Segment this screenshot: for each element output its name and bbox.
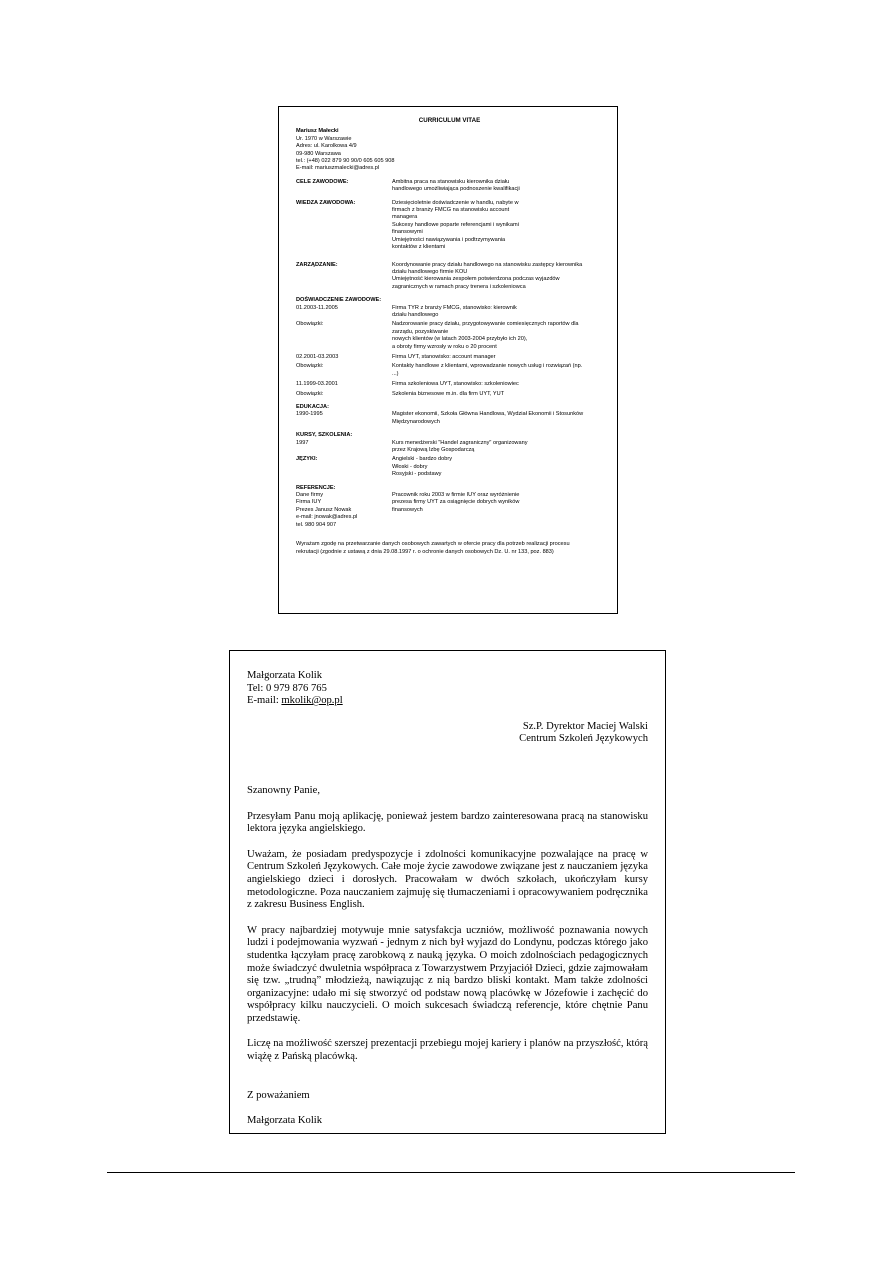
cv-document <box>278 106 618 614</box>
cv-line: Firma szkoleniowa UYT, stanowisko: szkoleniowiec <box>392 381 519 388</box>
cv-duties-label: Obowiązki: <box>296 390 324 397</box>
sender-email-link[interactable]: mkolik@op.pl <box>281 695 343 707</box>
cv-line: prezesa firmy UYT za osiągnięcie dobrych wyników <box>392 499 520 506</box>
cv-duties-entry <box>296 363 603 378</box>
sender-phone: Tel: 0 979 876 765 <box>247 682 327 694</box>
footer-divider <box>107 1172 795 1173</box>
cv-goals-label: CELE ZAWODOWE: <box>296 178 349 185</box>
cv-line: Firma UYT, stanowisko: account manager <box>392 353 496 360</box>
cv-duties-entry <box>296 391 603 398</box>
cv-line: przez Krajową Izbę Gospodarczą <box>392 447 475 454</box>
letter-signature: Małgorzata Kolik <box>247 1115 323 1127</box>
cv-management-label: ZARZĄDZANIE: <box>296 261 338 268</box>
cv-references-label: REFERENCJE: <box>296 484 336 491</box>
cv-line: ...) <box>392 370 399 377</box>
cv-line: Włoski - dobry <box>392 463 428 470</box>
cv-address-line-2: 09-980 Warszawa <box>296 150 341 157</box>
cv-duties-label: Obowiązki: <box>296 363 324 370</box>
cv-line: Dziesięcioletnie doświadczenie w handlu, nabyte w <box>392 199 519 206</box>
cv-line: Szkolenia biznesowe m.in. dla firm UYT, YUT <box>392 390 505 397</box>
cv-knowledge-label: WIEDZA ZAWODOWA: <box>296 199 356 206</box>
cv-line: Magister ekonomii, Szkoła Główna Handlowa, Wydział Ekonomii i Stosunków <box>392 411 584 418</box>
cv-line: Koordynowanie pracy działu handlowego na stanowisku zastępcy kierownika <box>392 261 583 268</box>
cv-courses-label: KURSY, SZKOLENIA: <box>296 432 353 439</box>
cv-line: działu handlowego <box>392 311 439 318</box>
cv-name: Mariusz Małecki <box>296 128 339 135</box>
cv-languages-label: JĘZYKI: <box>296 456 318 463</box>
letter-paragraph-2: Uważam, że posiadam predyspozycje i zdolności komunikacyjne pozwalające na pracę w Centrum Szkoleń Językowych. Całe moje życie zawodowe związane jest z nauczaniem języka angielskiego dzieci i dorosłych. Pracowałam w dwóch szkołach, ukończyłam kursy metodologiczne. Poza nauczaniem zajmuję się tłumaczeniami i opracowywaniem podręcznika z zakresu Business English. <box>247 848 648 911</box>
cv-course-entry <box>296 440 603 455</box>
cv-line: finansowych <box>392 506 423 513</box>
cv-line: Firma IUY <box>296 499 322 506</box>
cv-line: a obroty firmy wzrosły w roku o 20 procent <box>392 343 497 350</box>
cv-reference-contact <box>296 492 392 529</box>
cv-period: 1997 <box>296 439 309 446</box>
cv-line: Kurs menedżerski "Handel zagraniczny" organizowany <box>392 439 528 446</box>
cv-management-section <box>296 262 603 292</box>
cv-line: nowych klientów (w latach 2003-2004 przybyło ich 20), <box>392 336 528 343</box>
cv-line: Wyrażam zgodę na przetwarzanie danych osobowych zawartych w ofercie pracy dla potrzeb realizacji procesu <box>296 541 570 548</box>
cv-experience-entry <box>296 381 603 388</box>
recipient-info <box>247 721 648 746</box>
cv-line: e-mail: jnowak@adres.pl <box>296 514 358 521</box>
cv-entry-text <box>392 321 603 351</box>
cv-line: Firma TYR z branży FMCG, stanowisko: kierownik <box>392 304 517 311</box>
cv-line: managera <box>392 214 418 221</box>
cv-period: 01.2003-11.2005 <box>296 304 338 311</box>
cv-goals-section <box>296 179 603 194</box>
cv-line: Międzynarodowych <box>392 418 440 425</box>
cv-experience-entry <box>296 354 603 361</box>
cv-references-entry <box>296 492 603 529</box>
cv-line: Pracownik roku 2003 w firmie IUY oraz wyróżnienie <box>392 492 520 499</box>
cv-line: Dane firmy <box>296 492 324 499</box>
cv-line: Ambitna praca na stanowisku kierownika działu <box>392 178 510 185</box>
cv-knowledge-section <box>296 200 603 252</box>
cv-email: E-mail: mariuszmalecki@adres.pl <box>296 165 380 172</box>
cv-period: 1990-1995 <box>296 411 323 418</box>
cv-line: działu handlowego firmie KOU <box>392 268 468 275</box>
cv-languages-text <box>392 456 603 478</box>
cv-education-label: EDUKACJA: <box>296 404 329 410</box>
cv-period: 11.1999-03.2001 <box>296 381 338 388</box>
cv-education-entry <box>296 411 603 426</box>
cv-goals-text <box>392 179 603 194</box>
cv-line: Nadzorowanie pracy działu, przygotowywanie comiesięcznych raportów dla <box>392 321 579 328</box>
cv-experience-label: DOŚWIADCZENIE ZAWODOWE: <box>296 297 382 304</box>
letter-closing: Z poważaniem <box>247 1089 310 1101</box>
cv-duties-entry <box>296 321 603 351</box>
cv-born: Ur. 1970 w Warszawie <box>296 135 352 142</box>
cv-line: kontaktów z klientami <box>392 244 446 251</box>
cv-period: 02.2001-03.2003 <box>296 353 339 360</box>
cv-address-line-1: Adres: ul. Karolkowa 4/9 <box>296 143 357 150</box>
cv-entry-text <box>392 440 603 455</box>
cv-languages-section <box>296 456 603 478</box>
cv-personal-info <box>296 128 603 172</box>
letter-paragraph-4: Liczę na możliwość szerszej prezentacji przebiegu mojej kariery i planów na przyszłość, którą wiążę z Pańską placówką. <box>247 1038 648 1063</box>
cv-phone: tel.: (+48) 022 879 90 90/0 605 605 908 <box>296 158 395 165</box>
sender-email-prefix: E-mail: <box>247 695 282 707</box>
cv-consent-clause <box>296 541 603 556</box>
letter-greeting: Szanowny Panie, <box>247 784 320 796</box>
cv-line: Angielski - bardzo dobry <box>392 456 453 463</box>
cv-line: Sukcesy handlowe poparte referencjami i wynikami <box>392 221 519 228</box>
cv-line: Kontakty handlowe z klientami, wprowadzanie nowych usług i rozwiązań (np. <box>392 363 583 370</box>
letter-paragraph-3: W pracy najbardziej motywuje mnie satysfakcja uczniów, możliwość poznawania nowych ludzi i podejmowania wyzwań - jednym z nich był wyjazd do Londynu, podczas którego jako studentka łączyłam pracę zarobkową z nauką języka. O moich zdolnościach pedagogicznych może świadczyć dwuletnia współpraca z Towarzystwem Przyjaciół Dzieci, gdzie zajmowałam się tzw. „trudną” młodzieżą, nawiązując z nią bardzo bliski kontakt. Mam także zdolności organizacyjne: udało mi się stworzyć od podstaw nową placówkę w Józefowie i zachęcić do współpracy kilku nauczycieli. O moich sukcesach świadczą referencje, które chętnie Panu przedstawię. <box>247 924 648 1024</box>
cv-line: Prezes Janusz Nowak <box>296 506 352 513</box>
cv-line: Umiejętności nawiązywania i podtrzymywania <box>392 236 506 243</box>
cv-title: CURRICULUM VITAE <box>418 117 481 124</box>
cv-line: rekrutacji (zgodnie z ustawą z dnia 29.08.1997 r. o ochronie danych osobowych Dz. U. nr 133, poz. 883) <box>296 548 554 555</box>
cv-line: firmach z branży FMCG na stanowisku account <box>392 207 510 214</box>
recipient-line-2: Centrum Szkoleń Językowych <box>519 733 648 745</box>
cv-entry-text <box>392 305 603 320</box>
cv-knowledge-text <box>392 200 603 252</box>
sender-email-line <box>247 695 648 708</box>
cv-line: zagranicznych w ramach pracy trenera i szkoleniowca <box>392 283 526 290</box>
cv-line: zarządu, pozyskiwanie <box>392 328 449 335</box>
cv-line: Rosyjski - podstawy <box>392 471 442 478</box>
sender-name: Małgorzata Kolik <box>247 670 323 681</box>
cv-management-text <box>392 262 603 292</box>
cv-duties-label: Obowiązki: <box>296 321 324 328</box>
cv-entry-text <box>392 411 603 426</box>
cv-line: finansowymi <box>392 229 423 236</box>
cv-entry-text <box>392 363 603 378</box>
cover-letter <box>229 650 666 1134</box>
cv-line: handlowego umożliwiająca podnoszenie kwalifikacji <box>392 186 520 193</box>
cv-line: tel. 980 904 907 <box>296 521 337 528</box>
cv-line: Umiejętność kierowania zespołem potwierdzona podczas wyjazdów <box>392 276 560 283</box>
cv-experience-entry <box>296 305 603 320</box>
cv-reference-text <box>392 492 603 529</box>
sender-info <box>247 670 648 708</box>
letter-paragraph-1: Przesyłam Panu moją aplikację, ponieważ jestem bardzo zainteresowana pracą na stanowisku lektora języka angielskiego. <box>247 810 648 835</box>
recipient-line-1: Sz.P. Dyrektor Maciej Walski <box>522 720 648 732</box>
